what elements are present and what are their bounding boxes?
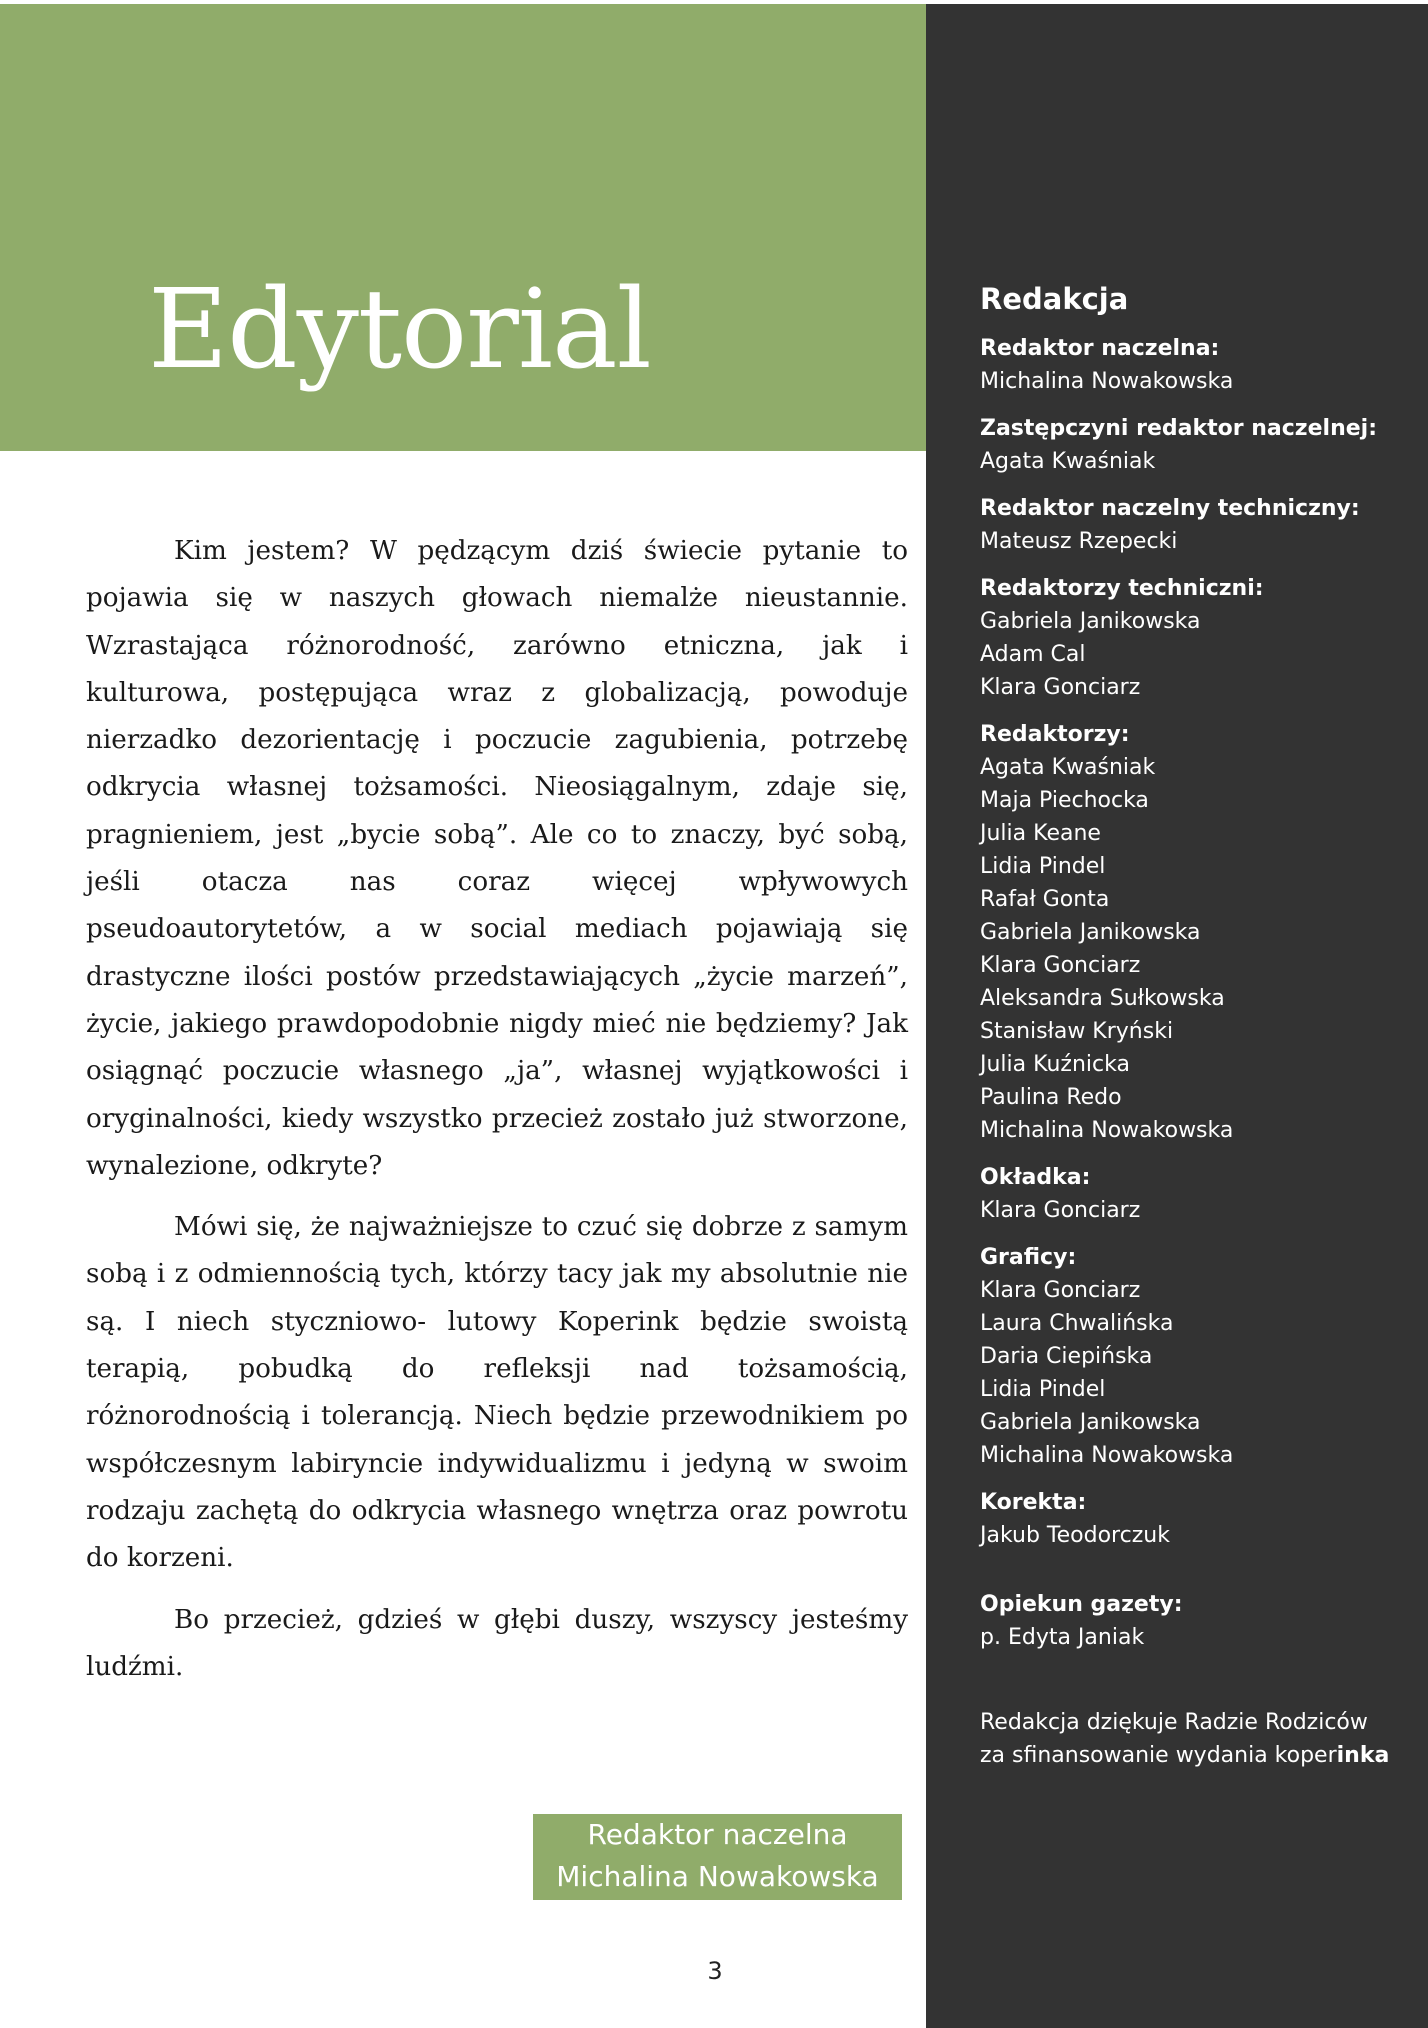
- staff-name: Lidia Pindel: [980, 1376, 1106, 1402]
- staff-name: Michalina Nowakowska: [980, 1442, 1234, 1468]
- staff-name: Jakub Teodorczuk: [980, 1522, 1170, 1548]
- role-label: Redaktor naczelny techniczny:: [980, 495, 1360, 521]
- thanks-line: [980, 1739, 1420, 1772]
- role-cover: [980, 1161, 1420, 1227]
- role-graphic-designers: [980, 1241, 1420, 1472]
- page-number: 3: [707, 1957, 723, 1985]
- role-technical-editor-in-chief: [980, 492, 1420, 558]
- article-paragraph: Mówi się, że najważniejsze to czuć się dobrze z samym sobą i z odmiennością tych, którzy tacy jak my absolutnie nie są. I niech styczniowo- lutowy Koperink będzie swoistą terapią, pobudką do refleksji nad tożsamością, różnorodnością i tolerancją. Niech będzie przewodnikiem po współczesnym labiryncie indywidualizmu i jedyną w swoim rodzaju zachętą do odkrycia własnego wnętrza oraz powrotu do korzeni.: [86, 1212, 908, 1574]
- article-paragraph: Kim jestem? W pędzącym dziś świecie pytanie to pojawia się w naszych głowach niemalże nieustannie. Wzrastająca różnorodność, zarówno etniczna, jak i kulturowa, postępująca wraz z globalizacją, powoduje nierzadko dezorientację i poczucie zagubienia, potrzebę odkrycia własnej tożsamości. Nieosiągalnym, zdaje się, pragnieniem, jest „bycie sobą”. Ale co to znaczy, być sobą, jeśli otacza nas coraz więcej wpływowych pseudoautorytetów, a w social mediach pojawiają się drastyczne ilości postów przedstawiających „życie marzeń”, życie, jakiego prawdopodobnie nigdy mieć nie będziemy? Jak osiągnąć poczucie własnego „ja”, własnej wyjątkowości i oryginalności, kiedy wszystko przecież zostało już stworzone, wynalezione, odkryte?: [86, 536, 908, 1181]
- staff-name: Klara Gonciarz: [980, 952, 1141, 978]
- editorial-staff-sidebar: [926, 4, 1428, 2028]
- sidebar-heading: Redakcja: [980, 282, 1129, 316]
- role-label: Opiekun gazety:: [980, 1591, 1183, 1617]
- thanks-text: za sfinansowanie wydania koper: [980, 1742, 1337, 1768]
- role-label: Graficy:: [980, 1244, 1077, 1270]
- thanks-line: Redakcja dziękuje Radzie Rodziców: [980, 1709, 1368, 1735]
- staff-name: Klara Gonciarz: [980, 1277, 1141, 1303]
- staff-name: Mateusz Rzepecki: [980, 528, 1178, 554]
- staff-name: Stanisław Kryński: [980, 1018, 1174, 1044]
- staff-list: [980, 284, 1420, 1772]
- thanks-note: [980, 1706, 1420, 1772]
- signature-name: Michalina Nowakowska: [556, 1860, 879, 1893]
- staff-name: Lidia Pindel: [980, 853, 1106, 879]
- staff-name: Gabriela Janikowska: [980, 608, 1201, 634]
- thanks-brand-suffix: inka: [1336, 1742, 1390, 1768]
- staff-name: Rafał Gonta: [980, 886, 1110, 912]
- role-deputy-editor: [980, 412, 1420, 478]
- staff-name: Paulina Redo: [980, 1084, 1122, 1110]
- staff-name: Julia Kuźnicka: [980, 1051, 1130, 1077]
- role-label: Redaktorzy:: [980, 721, 1130, 747]
- staff-name: Adam Cal: [980, 641, 1086, 667]
- role-editors: [980, 718, 1420, 1147]
- staff-name: Maja Piechocka: [980, 787, 1149, 813]
- staff-name: Julia Keane: [980, 820, 1101, 846]
- staff-name: Agata Kwaśniak: [980, 754, 1156, 780]
- role-supervisor: [980, 1588, 1420, 1654]
- role-editor-in-chief: [980, 332, 1420, 398]
- staff-name: Laura Chwalińska: [980, 1310, 1174, 1336]
- role-technical-editors: [980, 572, 1420, 704]
- signature-role: Redaktor naczelna: [587, 1818, 848, 1851]
- role-label: Korekta:: [980, 1489, 1087, 1515]
- signature-box: [533, 1814, 902, 1900]
- role-label: Redaktor naczelna:: [980, 335, 1220, 361]
- staff-name: Gabriela Janikowska: [980, 1409, 1201, 1435]
- title-banner: [0, 4, 926, 451]
- staff-name: Daria Ciepińska: [980, 1343, 1153, 1369]
- staff-name: Agata Kwaśniak: [980, 448, 1156, 474]
- staff-name: p. Edyta Janiak: [980, 1624, 1145, 1650]
- role-label: Zastępczyni redaktor naczelnej:: [980, 415, 1377, 441]
- article-paragraph: Bo przecież, gdzieś w głębi duszy, wszyscy jesteśmy ludźmi.: [86, 1604, 908, 1682]
- staff-name: Gabriela Janikowska: [980, 919, 1201, 945]
- staff-name: Klara Gonciarz: [980, 674, 1141, 700]
- editorial-article: [86, 528, 908, 1705]
- staff-name: Klara Gonciarz: [980, 1197, 1141, 1223]
- page-title: Edytorial: [148, 265, 651, 393]
- staff-name: Aleksandra Sułkowska: [980, 985, 1225, 1011]
- role-proofreading: [980, 1486, 1420, 1552]
- role-label: Redaktorzy techniczni:: [980, 575, 1264, 601]
- staff-name: Michalina Nowakowska: [980, 1117, 1234, 1143]
- staff-name: Michalina Nowakowska: [980, 368, 1234, 394]
- role-label: Okładka:: [980, 1164, 1091, 1190]
